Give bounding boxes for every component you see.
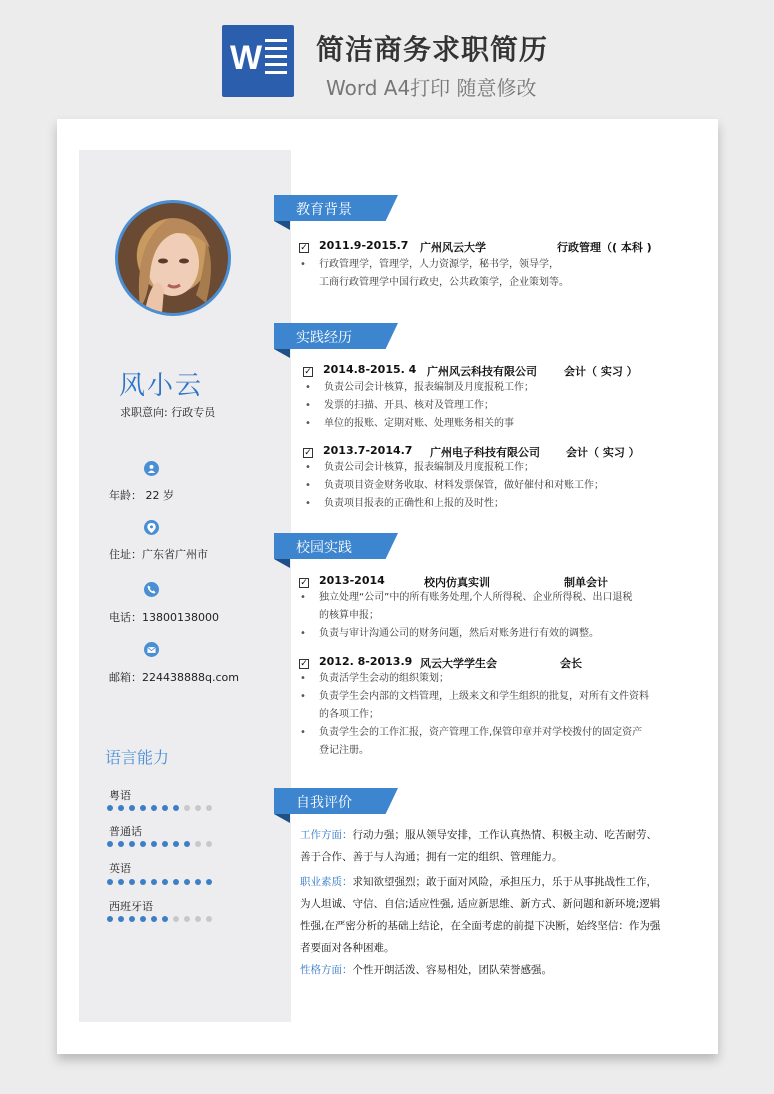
address-text: 住址：广东省广州市 — [109, 548, 208, 561]
person-icon — [144, 461, 159, 476]
level-dot — [195, 879, 201, 885]
language-section-title: 语言能力 — [105, 748, 170, 767]
word-logo-icon — [222, 25, 294, 97]
entry-date: 2011.9-2015.7 — [319, 239, 409, 252]
practice-section-title: 实践经历 — [296, 330, 352, 346]
campus-entry-header — [299, 655, 679, 669]
level-dot — [151, 879, 157, 885]
campus-bullets — [300, 670, 680, 760]
entry-role: 行政管理（( 本科 ) — [557, 241, 652, 254]
education-section-header — [274, 195, 402, 230]
level-dot — [140, 879, 146, 885]
education-section-title: 教育背景 — [296, 202, 352, 218]
list-item: • 负责学生会内部的文档管理，上级来文和学生组织的批复，对所有文件资料 的各项工作； — [300, 688, 680, 724]
age-text: 年龄： 22 岁 — [109, 489, 174, 502]
practice-section-header — [274, 323, 402, 358]
practice-entry-header — [303, 444, 683, 458]
checkbox-icon: ✓ — [304, 367, 312, 377]
language-level-dots — [107, 841, 212, 847]
level-dot — [107, 916, 113, 922]
language-level-dots — [107, 916, 212, 922]
entry-org: 风云大学学生会 — [420, 657, 497, 670]
checkbox-icon: ✓ — [300, 243, 308, 253]
level-dot — [140, 916, 146, 922]
banner-title: 简洁商务求职简历 — [316, 33, 549, 66]
campus-section-title: 校园实践 — [296, 540, 352, 556]
practice-bullets — [305, 459, 695, 513]
practice-entry-header — [303, 363, 683, 377]
level-dot — [173, 805, 179, 811]
level-dot — [151, 841, 157, 847]
level-dot — [151, 916, 157, 922]
language-name: 西班牙语 — [109, 900, 153, 913]
entry-date: 2013-2014 — [319, 574, 385, 587]
list-item: • 单位的报账、定期对账、处理账务相关的事 — [305, 415, 685, 433]
entry-role: 会计（ 实习 ） — [566, 446, 640, 459]
entry-org: 广州风云大学 — [420, 241, 486, 254]
list-item: • 负责公司会计核算，报表编制及月度报税工作； — [305, 379, 685, 397]
level-dot — [162, 841, 168, 847]
word-logo-letter: W — [230, 39, 263, 77]
entry-org: 校内仿真实训 — [424, 576, 490, 589]
level-dot — [173, 916, 179, 922]
language-name: 粤语 — [109, 789, 131, 802]
eval-label: 工作方面： — [300, 829, 353, 841]
self-eval-section-title: 自我评价 — [296, 795, 352, 811]
level-dot — [118, 805, 124, 811]
entry-date: 2014.8-2015. 4 — [323, 363, 417, 376]
level-dot — [140, 805, 146, 811]
level-dot — [206, 841, 212, 847]
level-dot — [184, 879, 190, 885]
self-eval-paragraph — [300, 959, 662, 981]
level-dot — [162, 916, 168, 922]
level-dot — [140, 841, 146, 847]
eval-label: 性格方面： — [300, 964, 353, 976]
self-eval-section-header — [274, 788, 402, 823]
checkbox-icon: ✓ — [304, 448, 312, 458]
level-dot — [195, 841, 201, 847]
list-item: • 负责项目报表的正确性和上报的及时性； — [305, 495, 695, 513]
eval-label: 职业素质： — [300, 876, 353, 888]
list-item: • 负责与审计沟通公司的财务问题，然后对账务进行有效的调整。 — [300, 625, 680, 643]
language-level-dots — [107, 879, 212, 885]
banner — [0, 0, 774, 112]
level-dot — [118, 916, 124, 922]
language-level-dots — [107, 805, 212, 811]
entry-org: 广州电子科技有限公司 — [430, 446, 540, 459]
mail-icon — [144, 642, 159, 657]
level-dot — [107, 879, 113, 885]
list-item: • 负责活学生会动的组织策划； — [300, 670, 680, 688]
language-name: 普通话 — [109, 825, 142, 838]
level-dot — [129, 879, 135, 885]
entry-role: 制单会计 — [564, 576, 608, 589]
level-dot — [129, 841, 135, 847]
list-item: • 负责公司会计核算，报表编制及月度报税工作； — [305, 459, 695, 477]
campus-section-header — [274, 533, 402, 568]
eval-text: 行动力强；服从领导安排，工作认真热情、积极主动、吃苦耐劳、善于合作、善于与人沟通；拥有一定的组织、管理能力。 — [300, 829, 657, 863]
entry-role: 会计（ 实习 ） — [564, 365, 638, 378]
campus-bullets — [300, 589, 680, 643]
level-dot — [206, 879, 212, 885]
eval-text: 个性开朗活泼、容易相处，团队荣誉感强。 — [352, 964, 552, 976]
entry-date: 2012. 8-2013.9 — [319, 655, 413, 668]
language-name: 英语 — [109, 862, 131, 875]
list-item: • 独立处理“公司”中的所有账务处理,个人所得税、企业所得税、出口退税 的核算申报； — [300, 589, 680, 625]
phone-icon — [144, 582, 159, 597]
level-dot — [151, 805, 157, 811]
entry-role: 会长 — [560, 657, 582, 670]
banner-subtitle: Word A4打印 随意修改 — [326, 76, 537, 100]
level-dot — [162, 805, 168, 811]
entry-org: 广州风云科技有限公司 — [427, 365, 537, 378]
list-item: • 负责项目资金财务收取、材料发票保管，做好催付和对账工作； — [305, 477, 695, 495]
avatar — [115, 200, 231, 316]
list-item: • 发票的扫描、开具、核对及管理工作； — [305, 397, 685, 415]
campus-entry-header — [299, 574, 679, 588]
level-dot — [173, 841, 179, 847]
email-text: 邮箱：224438888q.com — [109, 671, 239, 684]
level-dot — [118, 879, 124, 885]
level-dot — [195, 916, 201, 922]
level-dot — [173, 879, 179, 885]
location-pin-icon — [144, 520, 159, 535]
checkbox-icon: ✓ — [300, 659, 308, 669]
level-dot — [195, 805, 201, 811]
level-dot — [162, 879, 168, 885]
checkbox-icon: ✓ — [300, 578, 308, 588]
entry-date: 2013.7-2014.7 — [323, 444, 413, 457]
phone-text: 电话：13800138000 — [109, 611, 219, 624]
level-dot — [129, 916, 135, 922]
candidate-name: 风小云 — [119, 371, 204, 401]
level-dot — [107, 841, 113, 847]
level-dot — [107, 805, 113, 811]
level-dot — [206, 916, 212, 922]
level-dot — [118, 841, 124, 847]
level-dot — [184, 916, 190, 922]
eval-text: 求知欲望强烈；敢于面对风险，承担压力，乐于从事挑战性工作，为人坦诚、守信、自信;适应性强, 适应新思维、新方式、新问题和新环境;逻辑性强,在严密分析的基础上结论，在全面考虑的前提下决断，始终坚信：作为强者要面对各种困难。 — [300, 876, 661, 954]
level-dot — [129, 805, 135, 811]
list-item: • 负责学生会的工作汇报，资产管理工作,保管印章并对学校拨付的固定资产 登记注册。 — [300, 724, 680, 760]
level-dot — [184, 805, 190, 811]
practice-bullets — [305, 379, 685, 433]
level-dot — [184, 841, 190, 847]
sidebar — [79, 150, 291, 1022]
list-item: • 行政管理学，管理学，人力资源学，秘书学，领导学， 工商行政管理学中国行政史，公共政策学，企业策划等。 — [300, 256, 680, 292]
education-bullets — [300, 256, 680, 292]
level-dot — [206, 805, 212, 811]
education-entry-header — [299, 239, 679, 253]
resume-page — [57, 119, 718, 1054]
self-eval-paragraph — [300, 824, 662, 868]
self-eval-paragraph — [300, 871, 662, 959]
job-intent: 求职意向: 行政专员 — [120, 406, 216, 419]
